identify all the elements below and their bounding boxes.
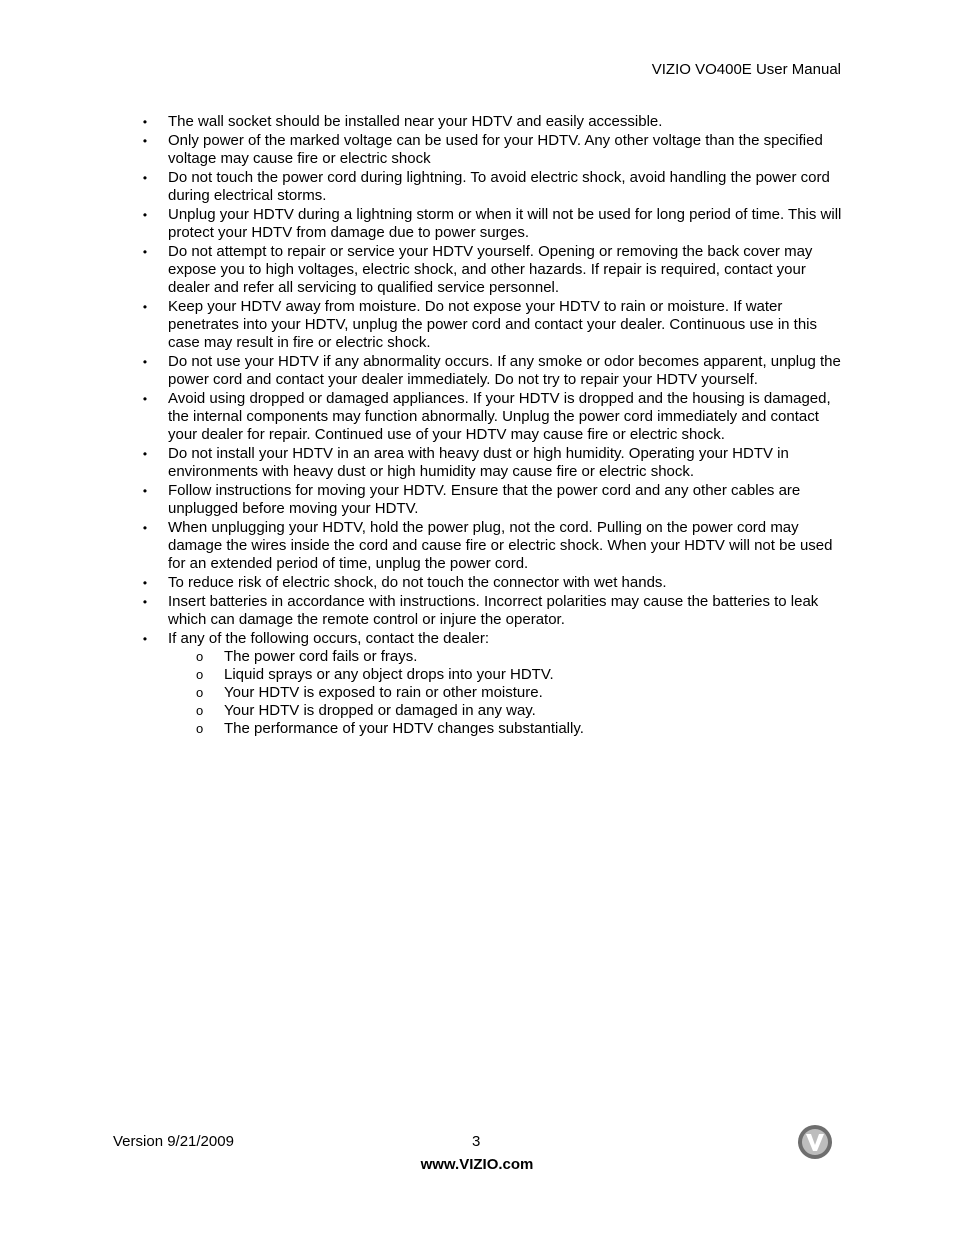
list-item-text: To reduce risk of electric shock, do not touch the connector with wet hands.	[168, 574, 667, 591]
bullet-icon: •	[142, 392, 148, 406]
list-item-text: Only power of the marked voltage can be used for your HDTV. Any other voltage than the specified voltage may cause fire or electric shock	[168, 132, 823, 167]
bullet-icon: •	[142, 115, 148, 129]
list-item-text: The wall socket should be installed near your HDTV and easily accessible.	[168, 113, 663, 130]
list-item-text: Do not attempt to repair or service your HDTV yourself. Opening or removing the back cover may expose you to high voltages, electric shock, and other hazards. If repair is required, contact your dealer and refer all servicing to qualified service personnel.	[168, 243, 813, 296]
manual-title: VIZIO VO400E User Manual	[651, 61, 841, 78]
bullet-icon: •	[142, 245, 148, 259]
list-item	[140, 132, 844, 168]
list-item-text: Avoid using dropped or damaged appliances. If your HDTV is dropped and the housing is damaged, the internal components may function abnormally. Unplug the power cord immediately and contact your dealer for repair. Continued use of your HDTV may cause fire or electric shock.	[168, 390, 831, 443]
list-item	[140, 519, 844, 573]
list-item	[140, 574, 844, 592]
list-item	[140, 353, 844, 389]
bullet-icon: •	[142, 595, 148, 609]
sub-list-item	[196, 648, 844, 666]
circle-bullet-icon: o	[196, 667, 204, 682]
circle-bullet-icon: o	[196, 703, 204, 718]
sub-list-item	[196, 666, 844, 684]
list-item	[140, 482, 844, 518]
circle-bullet-icon: o	[196, 649, 204, 664]
list-item	[140, 445, 844, 481]
footer-url: www.VIZIO.com	[420, 1156, 534, 1173]
list-item-text: Insert batteries in accordance with instructions. Incorrect polarities may cause the batteries to leak which can damage the remote control or injure the operator.	[168, 593, 819, 628]
list-item-text: Do not touch the power cord during lightning. To avoid electric shock, avoid handling the power cord during electrical storms.	[168, 169, 830, 204]
list-item-text: Unplug your HDTV during a lightning storm or when it will not be used for long period of time. This will protect your HDTV from damage due to power surges.	[168, 206, 842, 241]
bullet-list	[140, 113, 844, 738]
list-item	[140, 169, 844, 205]
bullet-icon: •	[142, 355, 148, 369]
bullet-icon: •	[142, 447, 148, 461]
circle-bullet-icon: o	[196, 685, 204, 700]
safety-instructions	[140, 113, 844, 739]
sub-list-item-text: The power cord fails or frays.	[224, 648, 418, 665]
sub-list-item	[196, 720, 844, 738]
bullet-icon: •	[142, 134, 148, 148]
bullet-icon: •	[142, 484, 148, 498]
list-item-text: Do not use your HDTV if any abnormality occurs. If any smoke or odor becomes apparent, unplug the power cord and contact your dealer immediately. Do not try to repair your HDTV yourself.	[168, 353, 841, 388]
page-header	[652, 61, 841, 79]
bullet-icon: •	[142, 208, 148, 222]
bullet-icon: •	[142, 576, 148, 590]
list-item	[140, 298, 844, 352]
footer-version: Version 9/21/2009	[113, 1133, 234, 1150]
sub-list-item-text: Your HDTV is exposed to rain or other moisture.	[224, 684, 543, 701]
bullet-icon: •	[142, 521, 148, 535]
bullet-icon: •	[142, 171, 148, 185]
list-item-text: If any of the following occurs, contact the dealer:	[168, 630, 490, 647]
sub-list-item-text: Liquid sprays or any object drops into your HDTV.	[224, 666, 554, 683]
list-item	[140, 630, 844, 738]
list-item-text: When unplugging your HDTV, hold the power plug, not the cord. Pulling on the power cord may damage the wires inside the cord and cause fire or electric shock. When your HDTV will not be used for an extended period of time, unplug the power cord.	[168, 519, 833, 572]
list-item-text: Follow instructions for moving your HDTV. Ensure that the power cord and any other cables are unplugged before moving your HDTV.	[168, 482, 801, 517]
list-item-text: Keep your HDTV away from moisture. Do not expose your HDTV to rain or moisture. If water penetrates into your HDTV, unplug the power cord and contact your dealer. Continuous use in this case may result in fire or electric shock.	[168, 298, 818, 351]
page-number: 3	[472, 1133, 481, 1150]
sub-list-item-text: Your HDTV is dropped or damaged in any way.	[224, 702, 536, 719]
list-item-text: Do not install your HDTV in an area with heavy dust or high humidity. Operating your HDTV in environments with heavy dust or high humidity may cause fire or electric shock.	[168, 445, 789, 480]
bullet-icon: •	[142, 300, 148, 314]
list-item	[140, 206, 844, 242]
circle-bullet-icon: o	[196, 721, 204, 736]
list-item	[140, 593, 844, 629]
sub-list-item	[196, 684, 844, 702]
vizio-logo-icon	[797, 1124, 833, 1160]
sub-list-item-text: The performance of your HDTV changes substantially.	[224, 720, 584, 737]
list-item	[140, 243, 844, 297]
bullet-icon: •	[142, 632, 148, 646]
list-item	[140, 390, 844, 444]
sub-bullet-list	[168, 648, 844, 738]
list-item	[140, 113, 844, 131]
sub-list-item	[196, 702, 844, 720]
